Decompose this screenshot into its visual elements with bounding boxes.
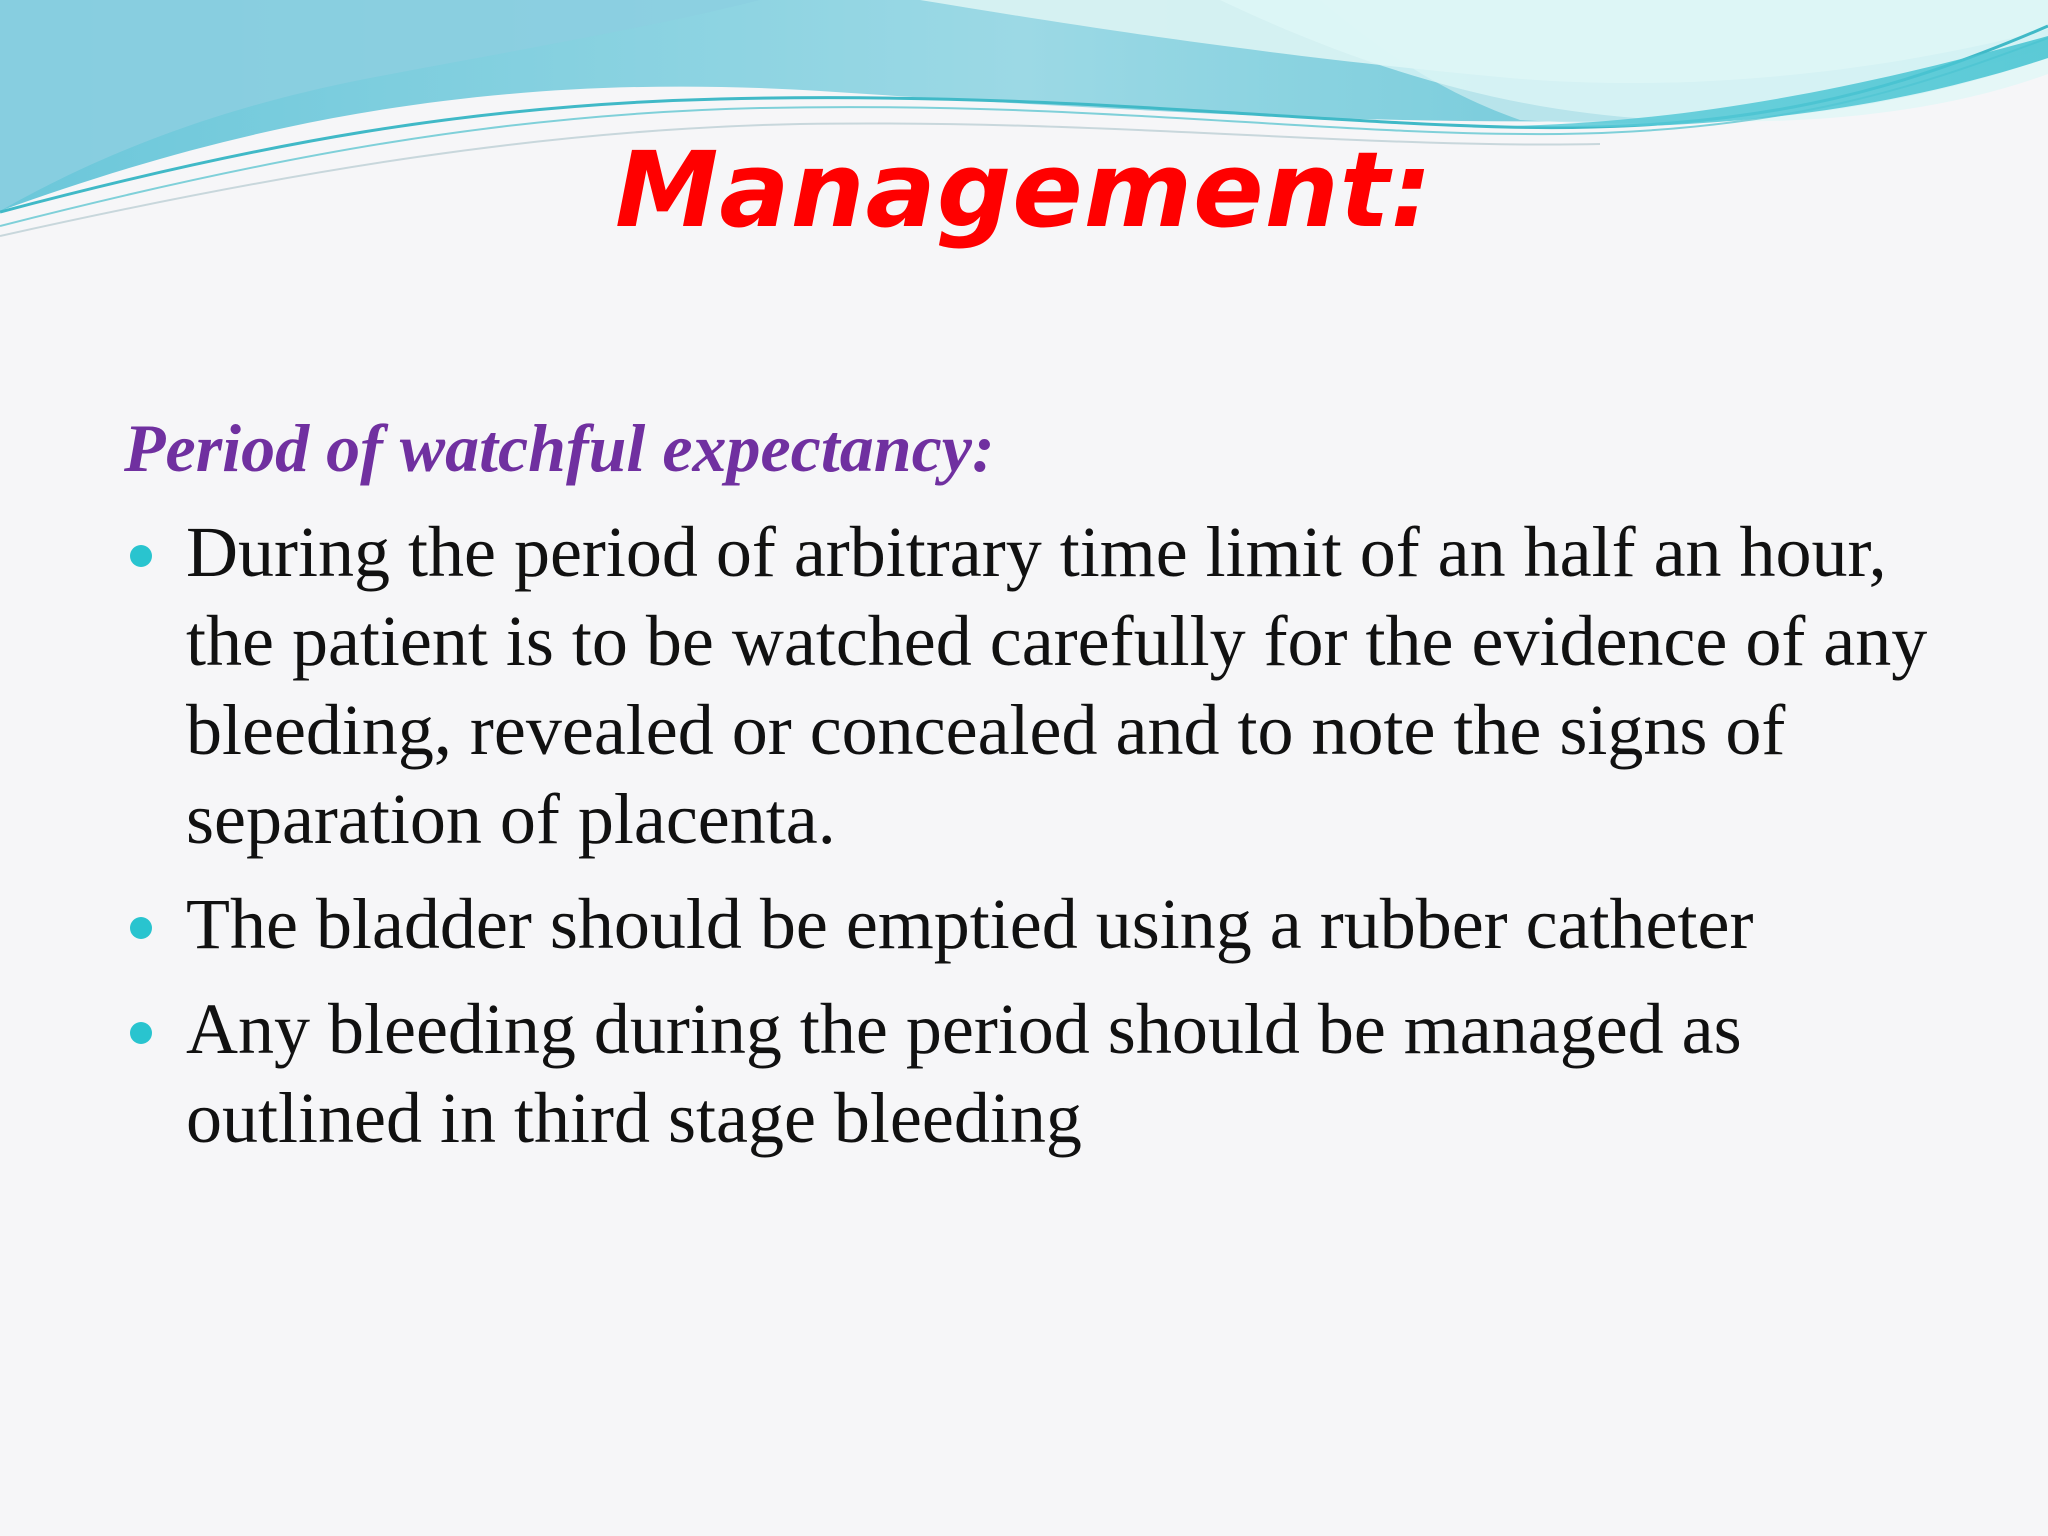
bullet-item <box>124 508 1964 864</box>
bullet-text: Any bleeding during the period should be managed as outlined in third stage bleeding <box>186 989 1742 1158</box>
bullet-dot-icon <box>130 545 152 567</box>
bullet-item <box>124 880 1964 969</box>
section-subtitle: Period of watchful expectancy: <box>124 410 995 486</box>
bullet-text: During the period of arbitrary time limit of an half an hour, the patient is to be watched carefully for the evidence of any bleeding, revealed or concealed and to note the signs of separation of placenta. <box>186 512 1928 859</box>
slide-title: Management: <box>614 129 1434 251</box>
bullet-list <box>124 508 1964 1179</box>
bullet-item <box>124 985 1964 1163</box>
bullet-dot-icon <box>130 917 152 939</box>
bullet-text: The bladder should be emptied using a rubber catheter <box>186 884 1754 964</box>
bullet-dot-icon <box>130 1022 152 1044</box>
